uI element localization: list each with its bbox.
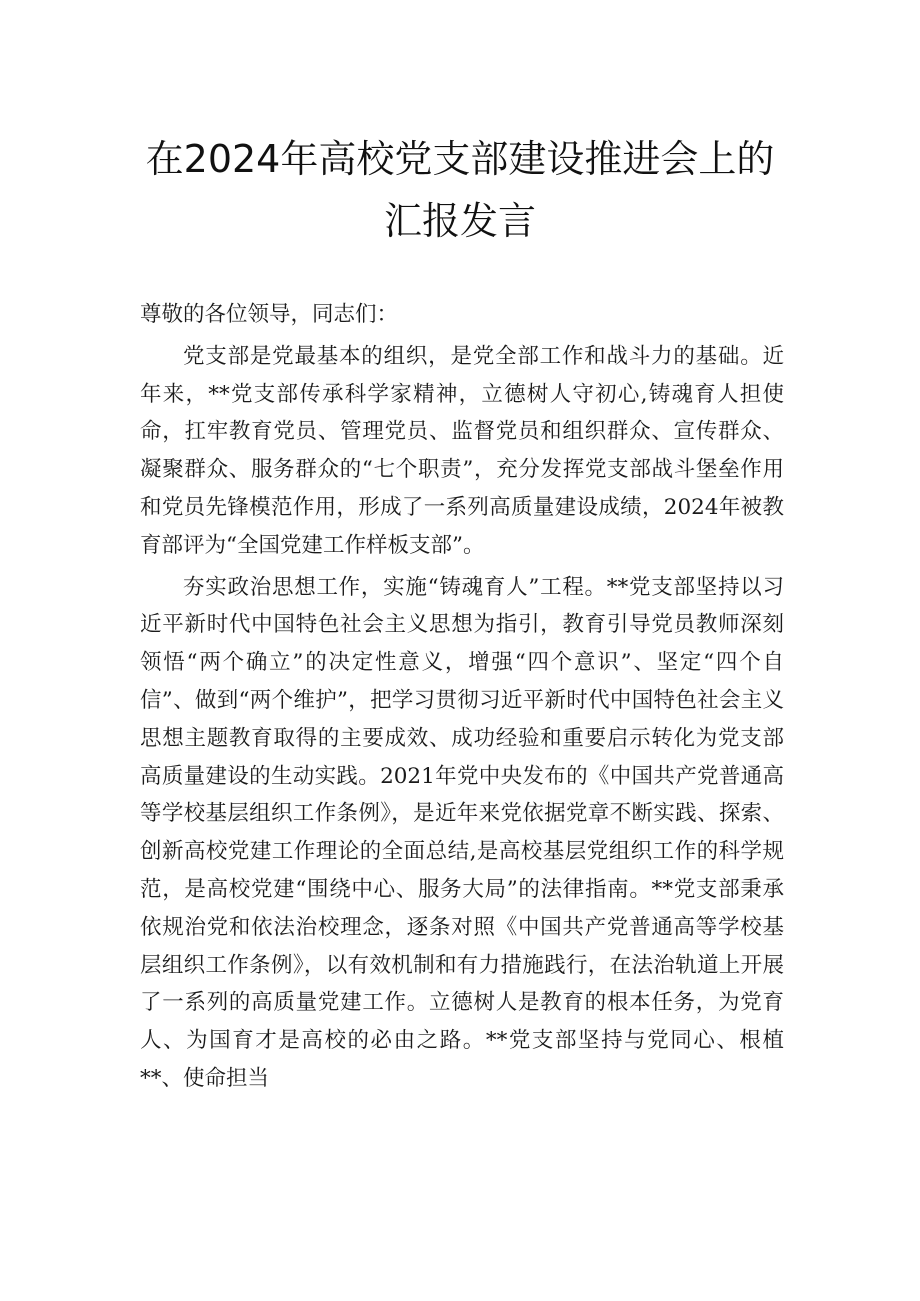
paragraph-political-work: 夯实政治思想工作，实施“铸魂育人”工程。**党支部坚持以习近平新时代中国特色社会主义思想为指引，教育引导党员教师深刻领悟“两个确立”的决定性意义，增强“四个意识”、坚定“四个自信”、做到“两个维护”，把学习贯彻习近平新时代中国特色社会主义思想主题教育取得的主要成效、成功经验和重要启示转化为党支部高质量建设的生动实践。2021年党中央发布的《中国共产党普通高等学校基层组织工作条例》，是近年来党依据党章不断实践、探索、创新高校党建工作理论的全面总结,是高校基层党组织工作的科学规范，是高校党建“围绕中心、服务大局”的法律指南。**党支部秉承依规治党和依法治校理念，逐条对照《中国共产党普通高等学校基层组织工作条例》，以有效机制和有力措施践行，在法治轨道上开展了一系列的高质量党建工作。立德树人是教育的根本任务，为党育人、为国育才是高校的必由之路。**党支部坚持与党同心、根植**、使命担当 bbox=[140, 574, 784, 1091]
document-body bbox=[140, 296, 784, 1102]
salutation: 尊敬的各位领导，同志们： bbox=[140, 302, 399, 327]
paragraph-intro: 党支部是党最基本的组织，是党全部工作和战斗力的基础。近年来，**党支部传承科学家精神，立德树人守初心,铸魂育人担使命，扛牢教育党员、管理党员、监督党员和组织群众、宣传群众、凝聚群众、服务群众的“七个职责”，充分发挥党支部战斗堡垒作用和党员先锋模范作用，形成了一系列高质量建设成绩，2024年被教育部评为“全国党建工作样板支部”。 bbox=[140, 343, 784, 558]
document-title: 在2024年高校党支部建设推进会上的汇报发言 bbox=[145, 137, 775, 243]
